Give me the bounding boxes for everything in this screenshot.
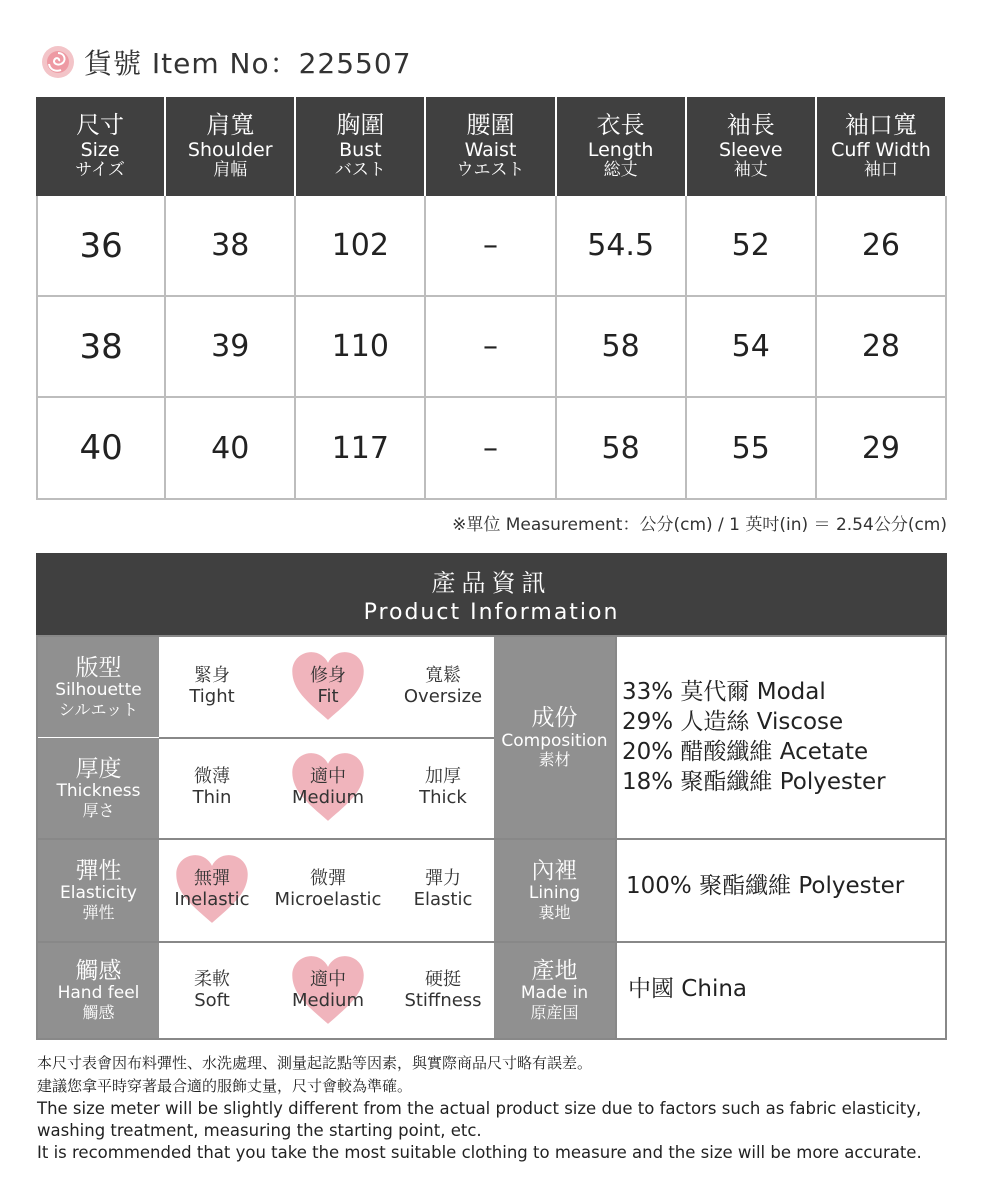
length-cell: 54.5	[557, 196, 687, 297]
waist-cell: –	[426, 196, 556, 297]
elasticity-option-inelastic: 無彈 Inelastic	[157, 850, 267, 930]
composition-list	[622, 677, 886, 797]
cuff-width-cell: 29	[817, 398, 947, 500]
elasticity-option-elastic: 彈力 Elastic	[413, 868, 473, 910]
hand-feel-option-stiffness: 硬挺 Stiffness	[404, 969, 482, 1011]
hand-feel-label: 觸感 Hand feel 觸感	[38, 942, 159, 1038]
silhouette-label: 版型 Silhouette シルエット	[38, 637, 159, 737]
disclaimer-zh-line: 本尺寸表會因布料彈性、水洗處理、測量起訖點等因素，與實際商品尺寸略有誤差。	[37, 1054, 593, 1072]
disclaimer-en-line: washing treatment, measuring the starting point, etc.	[37, 1121, 482, 1140]
sleeve-cell: 55	[687, 398, 817, 500]
header-bust: 胸圍 Bust バスト	[296, 97, 426, 196]
lining-value: 100% 聚酯纖維 Polyester	[626, 873, 905, 899]
lining-label: 內裡 Lining 裏地	[494, 839, 615, 941]
size-cell: 36	[36, 196, 166, 297]
thickness-label: 厚度 Thickness 厚さ	[38, 738, 159, 838]
origin-value: 中國 China	[628, 976, 748, 1002]
bust-cell: 102	[296, 196, 426, 297]
shoulder-cell: 40	[166, 398, 296, 500]
footer-disclaimer	[37, 1052, 952, 1164]
header-cuff-width: 袖口寬 Cuff Width 袖口	[817, 97, 947, 196]
elasticity-label: 彈性 Elasticity 弾性	[38, 839, 159, 941]
cuff-width-cell: 28	[817, 297, 947, 398]
hand-feel-option-soft: 柔軟 Soft	[194, 969, 230, 1011]
shoulder-cell: 39	[166, 297, 296, 398]
shoulder-cell: 38	[166, 196, 296, 297]
silhouette-option-oversize: 寬鬆 Oversize	[403, 665, 483, 707]
rose-icon	[40, 44, 76, 80]
disclaimer-zh-line: 建議您拿平時穿著最合適的服飾丈量，尺寸會較為準確。	[37, 1077, 413, 1095]
composition-line: 18% 聚酯纖維 Polyester	[622, 769, 886, 795]
composition-label: 成份 Composition 素材	[494, 637, 615, 838]
silhouette-option-tight: 緊身 Tight	[189, 665, 235, 707]
header-waist: 腰圍 Waist ウエスト	[426, 97, 556, 196]
composition-line: 33% 莫代爾 Modal	[622, 679, 826, 705]
unit-note: ※單位 Measurement：公分(cm) / 1 英吋(in) ＝ 2.54公分(cm)	[452, 515, 947, 535]
header-shoulder: 肩寬 Shoulder 肩幅	[166, 97, 296, 196]
composition-line: 29% 人造絲 Viscose	[622, 709, 844, 735]
sleeve-cell: 54	[687, 297, 817, 398]
item-title	[40, 40, 412, 84]
disclaimer-en-line: The size meter will be slightly different from the actual product size due to factors such as fabric elasticity,	[37, 1099, 922, 1118]
disclaimer-en-line: It is recommended that you take the most suitable clothing to measure and the size will be more accurate.	[37, 1143, 922, 1162]
silhouette-option-fit: 修身 Fit	[273, 647, 383, 727]
header-size: 尺寸 Size サイズ	[36, 97, 166, 196]
bust-cell: 117	[296, 398, 426, 500]
product-info-title-zh: 產品資訊	[431, 569, 552, 597]
item-number: 貨號 Item No：225507	[84, 47, 412, 80]
elasticity-option-microelastic: 微彈 Microelastic	[274, 868, 382, 910]
product-info-title-en: Product Information	[363, 600, 620, 625]
thickness-option-thick: 加厚 Thick	[419, 766, 467, 808]
product-info-header	[36, 553, 947, 635]
thickness-option-thin: 微薄 Thin	[192, 766, 232, 808]
origin-label: 產地 Made in 原産国	[494, 942, 615, 1038]
waist-cell: –	[426, 297, 556, 398]
cuff-width-cell: 26	[817, 196, 947, 297]
waist-cell: –	[426, 398, 556, 500]
length-cell: 58	[557, 398, 687, 500]
sleeve-cell: 52	[687, 196, 817, 297]
composition-line: 20% 醋酸纖維 Acetate	[622, 739, 869, 765]
product-info-table	[36, 635, 947, 1040]
thickness-option-medium: 適中 Medium	[273, 748, 383, 828]
header-sleeve: 袖長 Sleeve 袖丈	[687, 97, 817, 196]
hand-feel-option-medium: 適中 Medium	[273, 951, 383, 1031]
size-cell: 40	[36, 398, 166, 500]
size-cell: 38	[36, 297, 166, 398]
bust-cell: 110	[296, 297, 426, 398]
size-table	[36, 97, 947, 502]
header-length: 衣長 Length 総丈	[557, 97, 687, 196]
length-cell: 58	[557, 297, 687, 398]
